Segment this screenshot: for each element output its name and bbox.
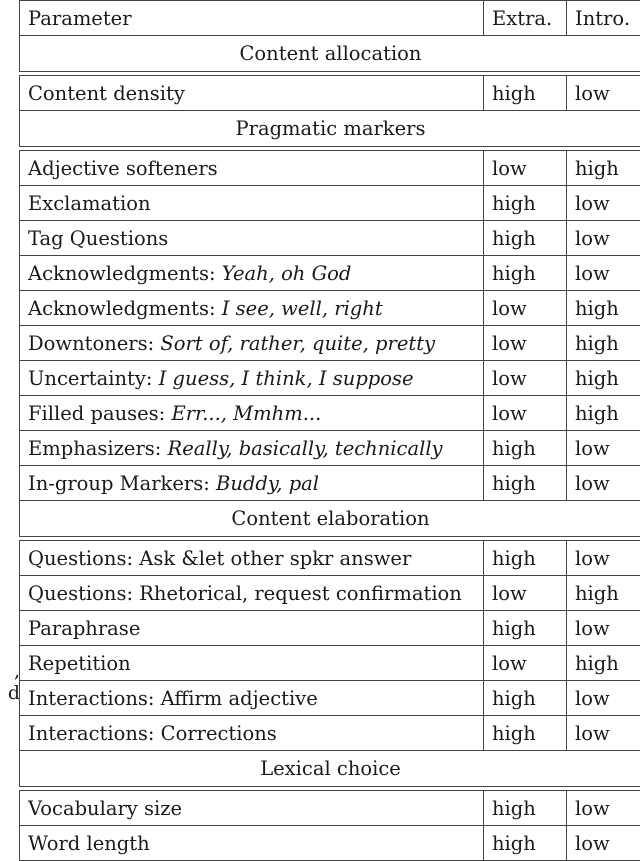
extravert-value: low: [484, 646, 567, 681]
table-row: [20, 326, 640, 361]
introvert-value: low: [567, 791, 640, 826]
introvert-value: low: [567, 466, 640, 501]
parameter-label: Interactions: Corrections: [28, 722, 277, 745]
parameter-examples: I guess, I think, I suppose: [159, 367, 414, 390]
table-row: [20, 646, 640, 681]
table-row: [20, 466, 640, 501]
header-extravert: Extra.: [484, 1, 567, 36]
parameter-label: Content density: [28, 82, 185, 105]
introvert-value: high: [567, 576, 640, 611]
parameter-cell: [20, 791, 484, 826]
extravert-value: high: [484, 826, 567, 861]
parameter-label: Filled pauses:: [28, 402, 171, 425]
parameter-cell: [20, 466, 484, 501]
section-title: Pragmatic markers: [20, 111, 640, 147]
parameter-label: Repetition: [28, 652, 131, 675]
table-row: [20, 541, 640, 576]
extravert-value: low: [484, 361, 567, 396]
table-row: [20, 186, 640, 221]
parameter-examples: Err..., Mmhm...: [171, 402, 321, 425]
section-header-row: [20, 111, 640, 147]
parameter-cell: [20, 151, 484, 186]
extravert-value: low: [484, 396, 567, 431]
parameter-cell: [20, 646, 484, 681]
introvert-value: high: [567, 396, 640, 431]
section-title: Content allocation: [20, 36, 640, 72]
parameter-label: Interactions: Affirm adjective: [28, 687, 318, 710]
table-row: [20, 76, 640, 111]
parameter-examples: I see, well, right: [222, 297, 383, 320]
parameter-cell: [20, 256, 484, 291]
extravert-value: high: [484, 466, 567, 501]
table-header-row: [20, 1, 640, 36]
parameter-cell: [20, 541, 484, 576]
parameter-examples: Really, basically, technically: [168, 437, 443, 460]
parameter-label: Word length: [28, 832, 150, 855]
table-row: [20, 151, 640, 186]
introvert-value: low: [567, 256, 640, 291]
table-row: [20, 716, 640, 751]
table-row: [20, 256, 640, 291]
extravert-value: low: [484, 151, 567, 186]
parameter-examples: Sort of, rather, quite, pretty: [160, 332, 435, 355]
parameter-label: Paraphrase: [28, 617, 140, 640]
parameter-label: Acknowledgments:: [28, 262, 222, 285]
parameter-cell: [20, 611, 484, 646]
parameter-examples: Yeah, oh God: [222, 262, 352, 285]
parameter-cell: [20, 221, 484, 256]
parameter-label: Vocabulary size: [28, 797, 182, 820]
table-row: [20, 221, 640, 256]
parameter-cell: [20, 826, 484, 861]
parameter-cell: [20, 396, 484, 431]
parameter-cell: [20, 716, 484, 751]
extravert-value: high: [484, 611, 567, 646]
parameter-label: Exclamation: [28, 192, 151, 215]
parameter-label: In-group Markers:: [28, 472, 216, 495]
table-row: [20, 291, 640, 326]
section-title: Lexical choice: [20, 751, 640, 787]
table-row: [20, 361, 640, 396]
introvert-value: low: [567, 716, 640, 751]
table-row: [20, 826, 640, 861]
table-row: [20, 576, 640, 611]
introvert-value: high: [567, 151, 640, 186]
introvert-value: low: [567, 221, 640, 256]
parameter-examples: Buddy, pal: [216, 472, 319, 495]
extravert-value: high: [484, 186, 567, 221]
extravert-value: high: [484, 791, 567, 826]
extravert-value: low: [484, 291, 567, 326]
parameter-cell: [20, 186, 484, 221]
introvert-value: low: [567, 186, 640, 221]
extravert-value: high: [484, 681, 567, 716]
extravert-value: high: [484, 716, 567, 751]
parameter-label: Questions: Rhetorical, request confirmation: [28, 582, 462, 605]
introvert-value: low: [567, 431, 640, 466]
margin-text-fragment: [0, 660, 20, 704]
introvert-value: low: [567, 681, 640, 716]
margin-fragment-line: d: [0, 682, 20, 704]
extravert-value: high: [484, 221, 567, 256]
parameter-cell: [20, 76, 484, 111]
parameter-cell: [20, 681, 484, 716]
table-row: [20, 681, 640, 716]
parameter-cell: [20, 361, 484, 396]
extravert-value: high: [484, 431, 567, 466]
parameter-label: Acknowledgments:: [28, 297, 222, 320]
extravert-value: low: [484, 326, 567, 361]
table-row: [20, 611, 640, 646]
personality-parameters-table: [19, 0, 640, 861]
extravert-value: high: [484, 76, 567, 111]
parameter-cell: [20, 431, 484, 466]
section-header-row: [20, 36, 640, 72]
extravert-value: high: [484, 256, 567, 291]
introvert-value: high: [567, 326, 640, 361]
table-row: [20, 396, 640, 431]
introvert-value: low: [567, 76, 640, 111]
introvert-value: low: [567, 826, 640, 861]
table-row: [20, 791, 640, 826]
section-title: Content elaboration: [20, 501, 640, 537]
section-header-row: [20, 751, 640, 787]
header-parameter: Parameter: [20, 1, 484, 36]
introvert-value: high: [567, 361, 640, 396]
introvert-value: high: [567, 646, 640, 681]
parameter-label: Tag Questions: [28, 227, 168, 250]
parameter-label: Questions: Ask &let other spkr answer: [28, 547, 411, 570]
table-row: [20, 431, 640, 466]
extravert-value: low: [484, 576, 567, 611]
introvert-value: low: [567, 541, 640, 576]
parameter-cell: [20, 291, 484, 326]
parameter-label: Downtoners:: [28, 332, 160, 355]
parameter-cell: [20, 326, 484, 361]
parameter-label: Emphasizers:: [28, 437, 168, 460]
parameter-label: Uncertainty:: [28, 367, 159, 390]
introvert-value: high: [567, 291, 640, 326]
section-header-row: [20, 501, 640, 537]
extravert-value: high: [484, 541, 567, 576]
header-introvert: Intro.: [567, 1, 640, 36]
parameter-cell: [20, 576, 484, 611]
margin-fragment-line: ,: [0, 660, 20, 682]
introvert-value: low: [567, 611, 640, 646]
parameter-label: Adjective softeners: [28, 157, 218, 180]
